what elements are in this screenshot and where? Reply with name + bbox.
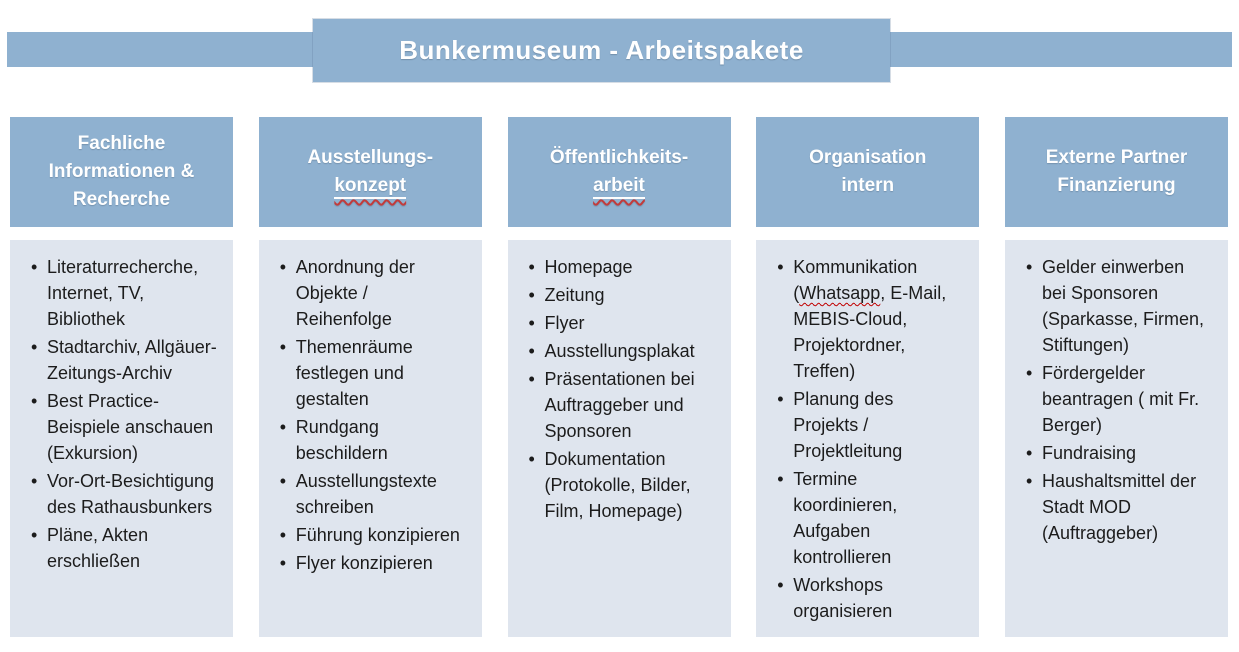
column-header-ausstellungskonzept <box>259 117 482 227</box>
bullet-item: • Themenräume festlegen und gestalten <box>280 334 466 412</box>
header-line: Externe Partner <box>1045 147 1188 168</box>
column-body-fachliche-informationen-recherche <box>10 240 233 637</box>
bullet-item: • Kommunikation (Whatsapp, E-Mail, MEBIS-Cloud, Projektordner, Treffen) <box>777 254 963 384</box>
header-line <box>593 172 645 200</box>
bullet-item: • Ausstellungsplakat <box>529 338 715 364</box>
spellcheck-squiggle: konzept <box>334 175 406 199</box>
header-line: Informationen & <box>48 161 195 182</box>
column-organisation-intern <box>756 117 979 637</box>
bullet-item: • Best Practice-Beispiele anschauen (Exkursion) <box>31 388 217 466</box>
bullet-item: • Termine koordinieren, Aufgaben kontrollieren <box>777 466 963 570</box>
columns <box>10 117 1228 637</box>
column-body-oeffentlichkeitsarbeit <box>508 240 731 637</box>
header-line: Öffentlichkeits- <box>549 147 689 168</box>
bullet-item: • Planung des Projekts / Projektleitung <box>777 386 963 464</box>
column-body-organisation-intern <box>756 240 979 637</box>
title-box <box>313 19 890 82</box>
bullet-item: • Literaturrecherche, Internet, TV, Bibliothek <box>31 254 217 332</box>
column-body-externe-partner-finanzierung <box>1005 240 1228 637</box>
bullet-item: • Fundraising <box>1026 440 1212 466</box>
header-line: Finanzierung <box>1057 175 1176 196</box>
column-oeffentlichkeitsarbeit <box>508 117 731 637</box>
column-externe-partner-finanzierung <box>1005 117 1228 637</box>
bullet-item: • Homepage <box>529 254 715 280</box>
bullet-item: • Anordnung der Objekte / Reihenfolge <box>280 254 466 332</box>
column-header-oeffentlichkeitsarbeit <box>508 117 731 227</box>
bullet-item: • Workshops organisieren <box>777 572 963 624</box>
column-fachliche-informationen-recherche <box>10 117 233 637</box>
header-line <box>334 172 406 200</box>
header-line: Recherche <box>72 189 171 210</box>
bullet-item: • Vor-Ort-Besichtigung des Rathausbunkers <box>31 468 217 520</box>
bullet-item: • Zeitung <box>529 282 715 308</box>
bullet-item: • Fördergelder beantragen ( mit Fr. Berger) <box>1026 360 1212 438</box>
bullet-item: • Ausstellungstexte schreiben <box>280 468 466 520</box>
header-line: Ausstellungs- <box>307 147 434 168</box>
bullet-item: • Pläne, Akten erschließen <box>31 522 217 574</box>
bullet-item: • Haushaltsmittel der Stadt MOD (Auftraggeber) <box>1026 468 1212 546</box>
bullet-item: • Flyer konzipieren <box>280 550 466 576</box>
column-header-externe-partner-finanzierung <box>1005 117 1228 227</box>
header-line: intern <box>841 175 895 196</box>
bullet-item: • Führung konzipieren <box>280 522 466 548</box>
column-body-ausstellungskonzept <box>259 240 482 637</box>
column-ausstellungskonzept <box>259 117 482 637</box>
header-line: Organisation <box>809 147 927 168</box>
bullet-item: • Gelder einwerben bei Sponsoren (Sparkasse, Firmen, Stiftungen) <box>1026 254 1212 358</box>
spellcheck-squiggle: Whatsapp <box>799 283 881 303</box>
bullet-item: • Dokumentation (Protokolle, Bilder, Film, Homepage) <box>529 446 715 524</box>
header-line: Fachliche <box>77 133 166 154</box>
bullet-item: • Stadtarchiv, Allgäuer-Zeitungs-Archiv <box>31 334 217 386</box>
column-header-fachliche-informationen-recherche <box>10 117 233 227</box>
bullet-item: • Präsentationen bei Auftraggeber und Sponsoren <box>529 366 715 444</box>
spellcheck-squiggle: arbeit <box>593 175 645 199</box>
bullet-item: • Flyer <box>529 310 715 336</box>
bullet-item: • Rundgang beschildern <box>280 414 466 466</box>
page-title: Bunkermuseum - Arbeitspakete <box>399 35 804 65</box>
column-header-organisation-intern <box>756 117 979 227</box>
